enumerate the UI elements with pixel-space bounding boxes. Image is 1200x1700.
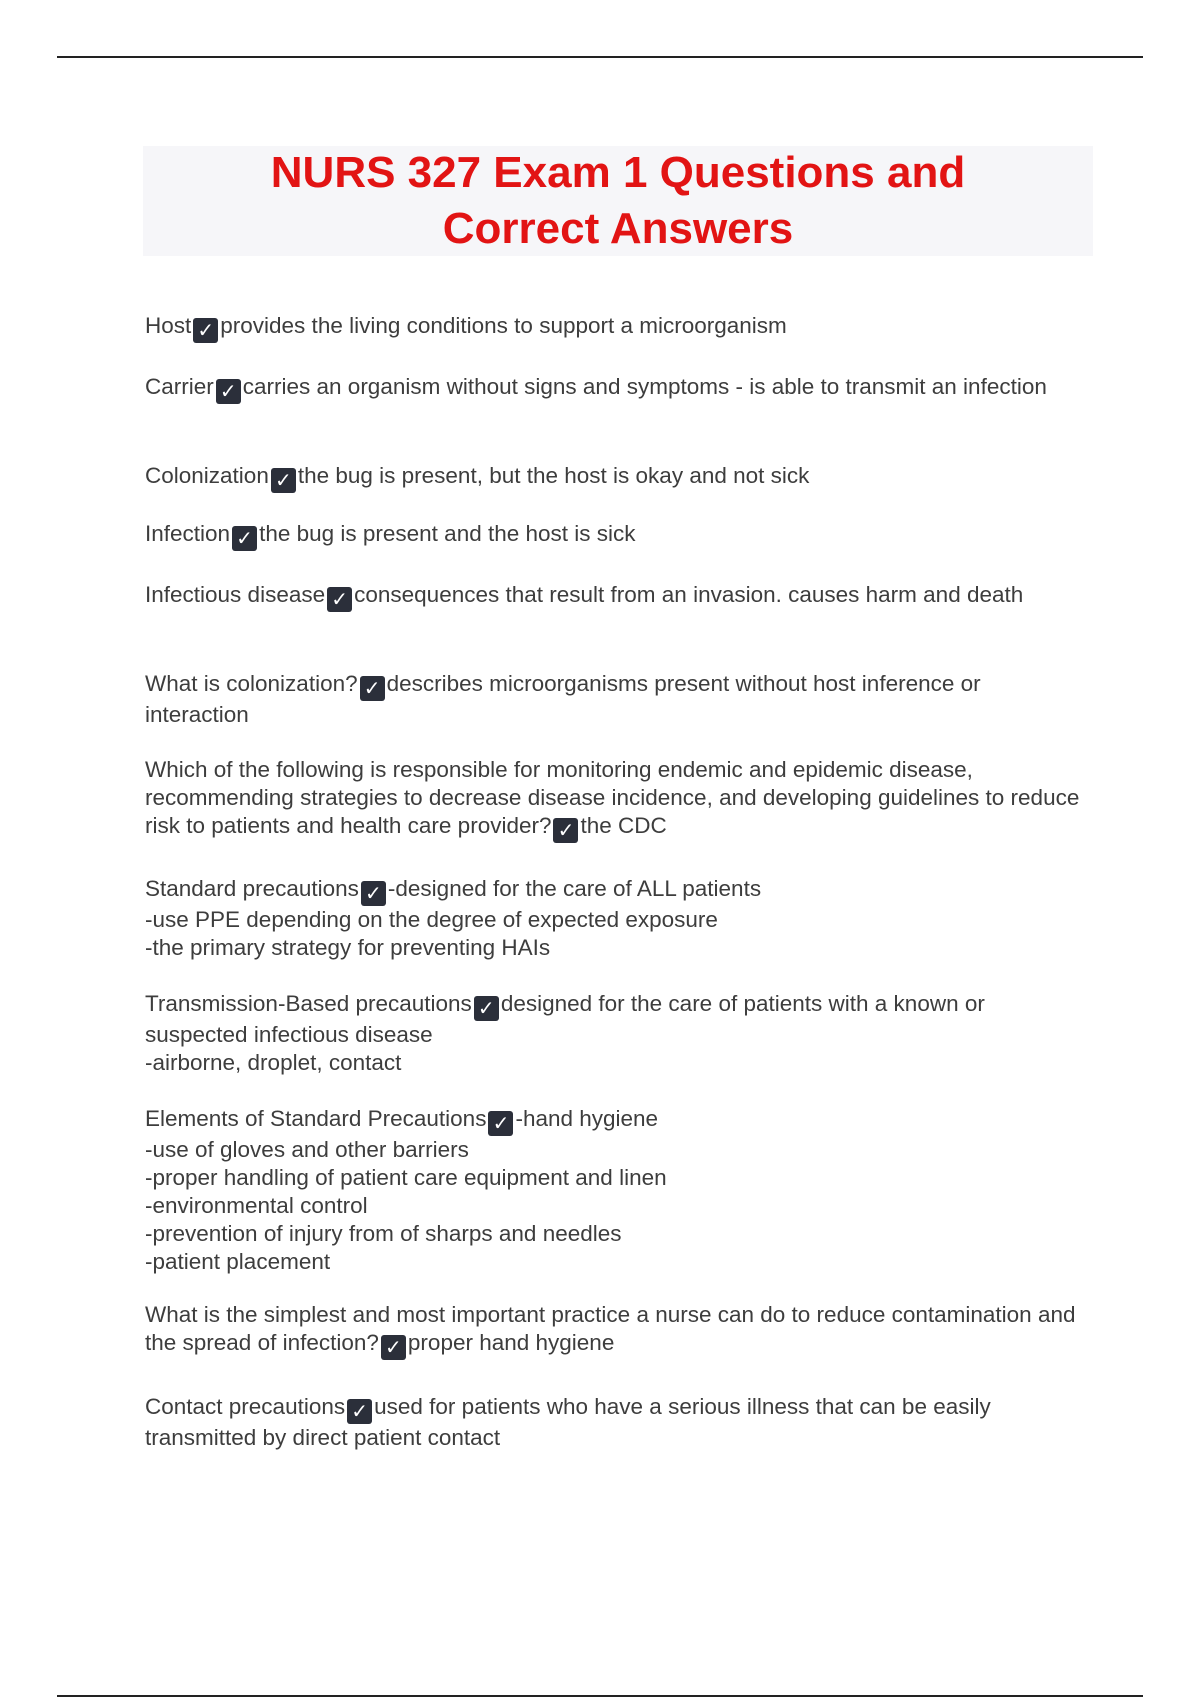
qa-term: Carrier bbox=[145, 374, 214, 399]
qa-item bbox=[145, 1301, 1080, 1360]
qa-item bbox=[145, 1105, 667, 1276]
check-mark-icon: ✓ bbox=[216, 379, 241, 404]
qa-item bbox=[145, 1393, 1080, 1452]
document-title: NURS 327 Exam 1 Questions and Correct Answers bbox=[270, 148, 966, 253]
qa-item bbox=[145, 581, 1023, 612]
qa-answer: -hand hygiene -use of gloves and other barriers -proper handling of patient care equipment and linen -environmental control -prevention of injury from of sharps and needles -patient placement bbox=[145, 1106, 667, 1274]
title-banner bbox=[143, 146, 1093, 256]
qa-term: What is colonization? bbox=[145, 671, 358, 696]
check-mark-icon: ✓ bbox=[347, 1399, 372, 1424]
qa-term: Transmission-Based precautions bbox=[145, 991, 472, 1016]
check-mark-icon: ✓ bbox=[271, 468, 296, 493]
qa-term: What is the simplest and most important practice a nurse can do to reduce contamination and the spread of infection? bbox=[145, 1302, 1076, 1355]
check-mark-icon: ✓ bbox=[361, 881, 386, 906]
qa-answer: the bug is present and the host is sick bbox=[259, 521, 636, 546]
qa-item bbox=[145, 875, 761, 962]
qa-answer: the bug is present, but the host is okay and not sick bbox=[297, 463, 810, 488]
header-rule bbox=[57, 56, 1143, 58]
check-mark-icon: ✓ bbox=[327, 587, 352, 612]
qa-answer: used for patients who have a serious illness that can be easily transmitted by direct patient contact bbox=[145, 1394, 991, 1450]
qa-answer: provides the living conditions to support a microorganism bbox=[220, 313, 787, 338]
check-mark-icon: ✓ bbox=[381, 1335, 406, 1360]
qa-answer: proper hand hygiene bbox=[407, 1330, 615, 1355]
qa-term: Host bbox=[145, 313, 192, 338]
qa-answer: designed for the care of patients with a known or suspected infectious disease -airborne, droplet, contact bbox=[145, 991, 985, 1075]
qa-term: Colonization bbox=[145, 463, 269, 488]
qa-term: Infectious disease bbox=[145, 582, 326, 607]
qa-item bbox=[145, 756, 1080, 843]
qa-item bbox=[145, 520, 636, 551]
qa-term: Infection bbox=[145, 521, 231, 546]
check-mark-icon: ✓ bbox=[232, 526, 257, 551]
qa-answer: the CDC bbox=[580, 813, 667, 838]
qa-term: Standard precautions bbox=[145, 876, 359, 901]
qa-answer: consequences that result from an invasion. causes harm and death bbox=[354, 582, 1024, 607]
qa-item bbox=[145, 373, 1047, 404]
check-mark-icon: ✓ bbox=[193, 318, 218, 343]
footer-rule bbox=[57, 1695, 1143, 1697]
qa-answer: carries an organism without signs and symptoms - is able to transmit an infection bbox=[242, 374, 1047, 399]
check-mark-icon: ✓ bbox=[360, 676, 385, 701]
qa-item bbox=[145, 462, 809, 493]
qa-item bbox=[145, 990, 1080, 1077]
check-mark-icon: ✓ bbox=[553, 818, 578, 843]
qa-term: Which of the following is responsible for monitoring endemic and epidemic disease, recommending strategies to decrease disease incidence, and developing guidelines to reduce risk to patients and health care provider? bbox=[145, 757, 1080, 838]
qa-item bbox=[145, 670, 1080, 729]
qa-answer: -designed for the care of ALL patients -use PPE depending on the degree of expected exposure -the primary strategy for preventing HAIs bbox=[145, 876, 762, 960]
qa-term: Contact precautions bbox=[145, 1394, 346, 1419]
qa-term: Elements of Standard Precautions bbox=[145, 1106, 487, 1131]
qa-answer: describes microorganisms present without host inference or interaction bbox=[145, 671, 981, 727]
check-mark-icon: ✓ bbox=[474, 996, 499, 1021]
qa-item bbox=[145, 312, 787, 343]
check-mark-icon: ✓ bbox=[488, 1111, 513, 1136]
